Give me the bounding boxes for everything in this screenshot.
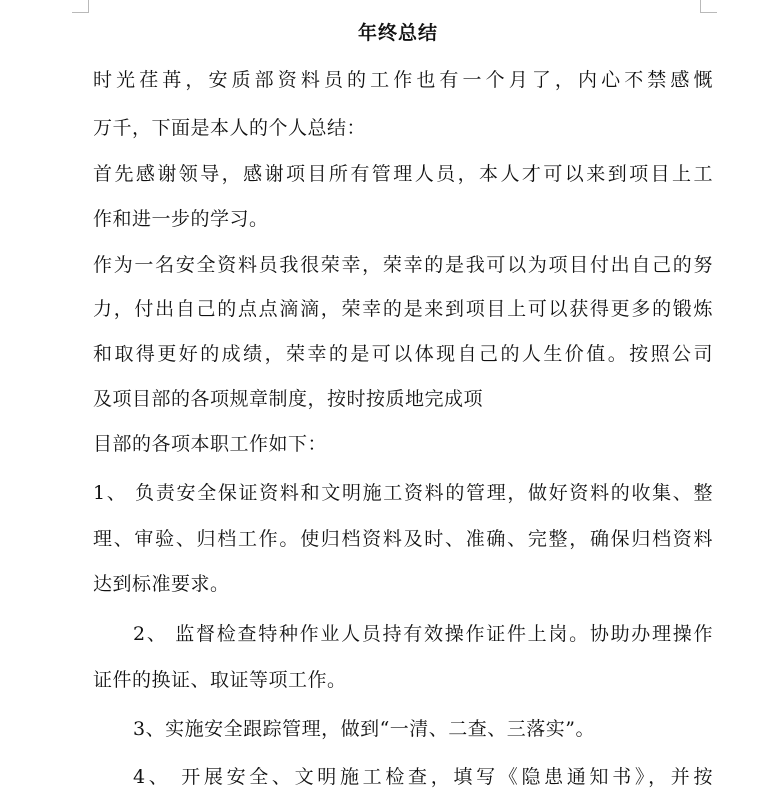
list-item-line: 1、 负责安全保证资料和文明施工资料的管理，做好资料的收集、整 — [93, 482, 713, 504]
paragraph-line: 目部的各项本职工作如下： — [93, 433, 328, 455]
list-item-line: 理、审验、归档工作。使归档资料及时、准确、完整，确保归档资料 — [93, 528, 713, 550]
list-item-line: 3、实施安全跟踪管理，做到“一清、二查、三落实”。 — [133, 718, 596, 740]
paragraph-line: 和取得更好的成绩，荣幸的是可以体现自己的人生价值。按照公司 — [93, 343, 713, 365]
document-title: 年终总结 — [357, 22, 438, 44]
paragraph-line: 及项目部的各项规章制度，按时按质地完成项 — [93, 388, 484, 410]
paragraph-line: 万千，下面是本人的个人总结： — [93, 117, 367, 139]
paragraph-line: 力，付出自己的点点滴滴，荣幸的是来到项目上可以获得更多的锻炼 — [93, 298, 713, 320]
paragraph-line: 作为一名安全资料员我很荣幸，荣幸的是我可以为项目付出自己的努 — [93, 254, 713, 276]
paragraph-line: 作和进一步的学习。 — [93, 208, 269, 230]
paragraph-line: 时光荏苒，安质部资料员的工作也有一个月了，内心不禁感慨 — [93, 69, 713, 91]
crop-mark-top-right — [700, 0, 717, 13]
list-item-line: 证件的换证、取证等项工作。 — [93, 669, 347, 691]
paragraph-line: 首先感谢领导，感谢项目所有管理人员，本人才可以来到项目上工 — [93, 163, 713, 185]
list-item-line: 达到标准要求。 — [93, 573, 230, 595]
list-item-line: 4、 开展安全、文明施工检查，填写《隐患通知书》，并按 — [133, 766, 713, 788]
crop-mark-top-left — [72, 0, 89, 13]
list-item-line: 2、 监督检查特种作业人员持有效操作证件上岗。协助办理操作 — [133, 623, 713, 645]
